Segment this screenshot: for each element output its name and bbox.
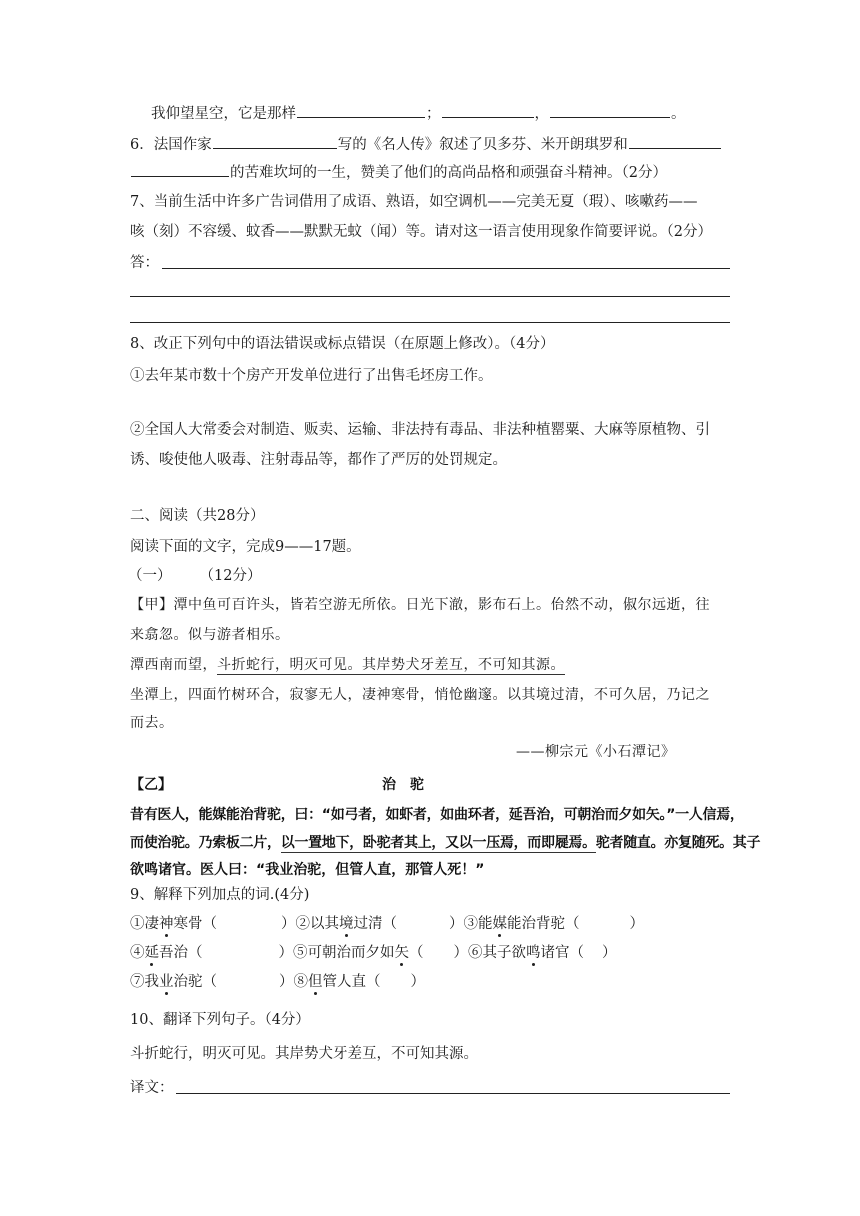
dotted-word: 境 xyxy=(339,916,354,932)
question-7-line2: 咳（刻）不容缓、蚊香——默默无蚊（闻）等。请对这一语言使用现象作简要评说。（2分） xyxy=(130,224,712,240)
dotted-word: 但 xyxy=(308,974,323,990)
underlined-sentence: 斗折蛇行，明灭可见。其岸势犬牙差互，不可知其源。 xyxy=(217,657,565,673)
underlined-sentence: 又以一压焉，而即屣焉。 xyxy=(445,835,596,851)
passage-jia-line3: 潭西南而望，斗折蛇行，明灭可见。其岸势犬牙差互，不可知其源。 xyxy=(130,657,565,673)
question-7-answer-label: 答： xyxy=(130,255,159,271)
passage-yi-line2: 而使治驼。乃索板二片，以一置地下，卧驼者其上，又以一压焉，而即屣焉。驼者随直。亦复随死。其子 xyxy=(130,835,761,851)
dotted-word: 神 xyxy=(159,916,174,932)
answer-line[interactable] xyxy=(176,1093,730,1094)
answer-blank[interactable] xyxy=(297,103,425,118)
passage-jia-line2: 来翕忽。似与游者相乐。 xyxy=(130,627,290,643)
answer-line[interactable] xyxy=(130,296,730,297)
answer-blank[interactable] xyxy=(131,162,229,177)
answer-blank[interactable] xyxy=(442,103,534,118)
question-8-item-1: ①去年某市数十个房产开发单位进行了出售毛坯房工作。 xyxy=(130,368,493,384)
question-6-line2: 的苦难坎坷的一生，赞美了他们的高尚品格和顽强奋斗精神。（2分） xyxy=(130,162,667,183)
answer-blank[interactable] xyxy=(213,134,337,149)
answer-line[interactable] xyxy=(162,268,730,269)
section-2-heading: 二、阅读（共28分） xyxy=(130,508,265,524)
question-9-row2: ④延吾治（ ）⑤可朝治而夕如矢（ ）⑥其子欲鸣诸官（ ） xyxy=(130,945,617,961)
section-2-instruction: 阅读下面的文字，完成9——17题。 xyxy=(130,539,361,555)
dotted-word: 鸣 xyxy=(526,945,541,961)
answer-line[interactable] xyxy=(130,322,730,323)
question-8-item-2-line2: 诱、唆使他人吸毒、注射毒品等，都作了严厉的处罚规定。 xyxy=(130,452,507,468)
part-1-heading: （一） （12分） xyxy=(128,568,262,584)
passage-jia-line1: 【甲】潭中鱼可百许头，皆若空游无所依。日光下澈，影布石上。佁然不动，俶尔远逝，往 xyxy=(130,597,710,613)
answer-blank[interactable] xyxy=(629,134,721,149)
passage-jia-line4: 坐潭上，四面竹树环合，寂寥无人，凄神寒骨，悄怆幽邃。以其境过清，不可久居，乃记之 xyxy=(130,687,710,703)
passage-yi-title: 治 驼 xyxy=(382,777,424,793)
passage-yi-line1: 昔有医人，能媒能治背驼，曰：“如弓者，如虾者，如曲环者，延吾治，可朝治而夕如矢。”一人信焉， xyxy=(130,807,744,823)
question-10-sentence: 斗折蛇行，明灭可见。其岸势犬牙差互，不可知其源。 xyxy=(130,1046,478,1062)
passage-yi-label: 【乙】 xyxy=(130,777,172,793)
dotted-word: 延 xyxy=(144,945,159,961)
question-9-row3: ⑦我业治驼（ ）⑧但管人直（ ） xyxy=(130,974,425,990)
question-10-title: 10、翻译下列句子。（4分） xyxy=(130,1012,310,1028)
passage-jia-source: ——柳宗元《小石潭记》 xyxy=(516,744,676,760)
question-9-title: 9、解释下列加点的词.(4分) xyxy=(130,887,310,903)
passage-yi-line3: 欲鸣诸官。医人曰：“我业治驼，但管人直，那管人死！” xyxy=(130,862,485,878)
line-starry-sky: 我仰望星空，它是那样 ； ， 。 xyxy=(151,103,686,124)
underlined-sentence: 以一置地下，卧驼者其上， xyxy=(280,835,446,851)
question-9-row1: ①凄神寒骨（ ）②以其境过清（ ）③能媒能治背驼（ ） xyxy=(130,916,644,932)
question-10-answer-label: 译文： xyxy=(130,1080,174,1096)
question-7-line1: 7、当前生活中许多广告词借用了成语、熟语，如空调机——完美无夏（瑕）、咳嗽药—— xyxy=(130,194,698,210)
dotted-word: 矢 xyxy=(394,945,409,961)
passage-jia-line5: 而去。 xyxy=(130,715,174,731)
dotted-word: 媒 xyxy=(492,916,507,932)
dotted-word: 业 xyxy=(159,974,174,990)
question-8-item-2-line1: ②全国人大常委会对制造、贩卖、运输、非法持有毒品、非法种植罂粟、大麻等原植物、引 xyxy=(130,422,710,438)
question-8: 8、改正下列句中的语法错误或标点错误（在原题上修改）。（4分） xyxy=(130,336,555,352)
question-6-line1: 6．法国作家 写的《名人传》叙述了贝多芬、米开朗琪罗和 xyxy=(130,134,722,155)
answer-blank[interactable] xyxy=(550,103,670,118)
